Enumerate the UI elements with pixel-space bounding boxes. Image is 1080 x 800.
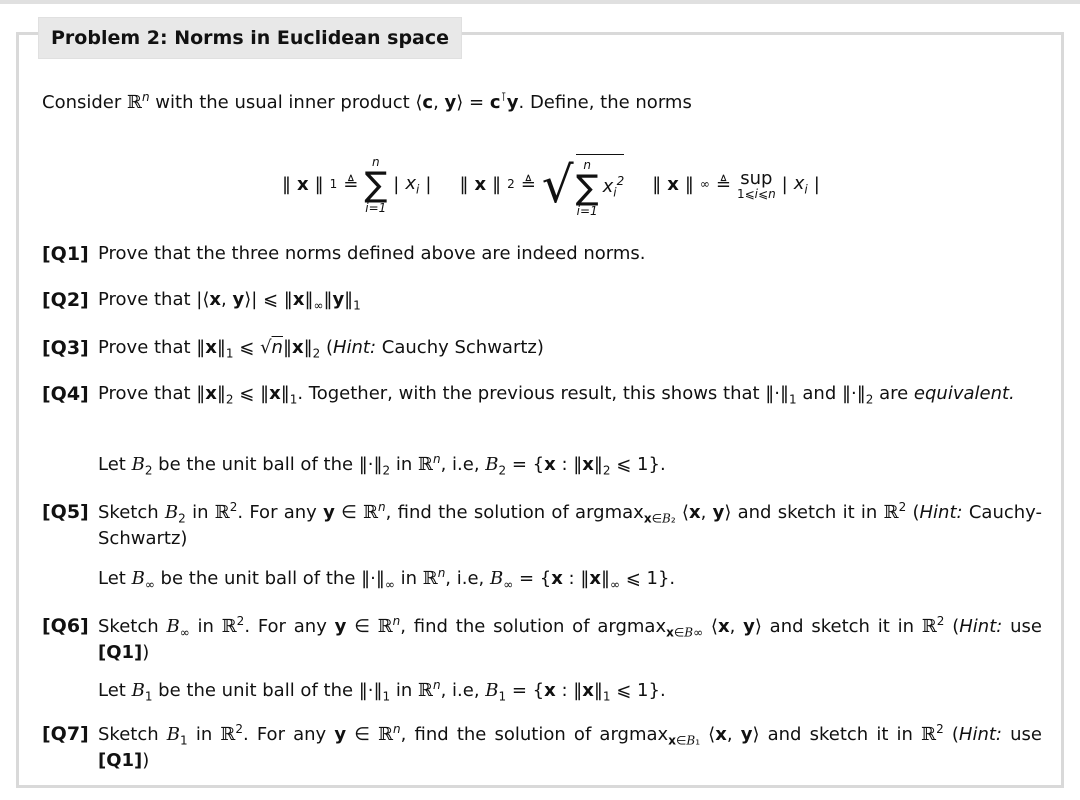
- question-q2: [42, 288, 1042, 314]
- note-b1: [98, 678, 666, 705]
- note-visual: Let $B_\infty$ be the unit ball of the $‖\cdot‖_\infty$ in ℝ$^n$, i.e, $B_\infty = \{x$ : $‖x‖_\infty$ ⩽ 1}.: [98, 566, 676, 592]
- top-rule: [0, 0, 1080, 4]
- note-b2: [98, 452, 666, 479]
- question-q7: [42, 722, 1042, 773]
- intro-visual: Consider ℝ$^n$ with the usual inner product ⟨c, y⟩ = c⊺y. Define, the norms: [42, 90, 692, 113]
- question-label: [Q6]: [42, 615, 89, 637]
- linf-norm-def: ‖ x ‖ ∞ ≜ sup 1⩽i⩽n | $x_i$ |: [652, 167, 820, 202]
- question-label: [Q2]: [42, 289, 89, 311]
- question-label: [Q7]: [42, 723, 89, 745]
- question-text-visual: Sketch $B_\infty$ in ℝ$^2$. For any y ∈ ℝ$^n$, find the solution of argmax$_{x\in B\infty}$ ⟨x, y⟩ and sketch it in ℝ$^2$ (Hint: use [Q1]): [98, 614, 1042, 664]
- norm-definitions: [282, 145, 842, 225]
- intro-text: [42, 90, 692, 114]
- question-text: Prove that the three norms defined above are indeed norms.: [98, 243, 646, 264]
- question-q3: [42, 336, 1042, 362]
- problem-title-text: Problem 2: Norms in Euclidean space: [51, 27, 450, 49]
- question-label: [Q3]: [42, 337, 89, 359]
- question-text-visual: Prove that |⟨x, y⟩| ⩽ $‖x‖_\infty‖y‖_1$: [98, 289, 361, 313]
- question-text-visual: Sketch $B_1$ in ℝ$^2$. For any y ∈ ℝ$^n$, find the solution of argmax$_{x\in B_1}$ ⟨x, y⟩ and sketch it in ℝ$^2$ (Hint: use [Q1]): [98, 722, 1042, 772]
- l1-norm-def: ‖ x ‖ 1 ≜ n ∑ i=1 | $x_i$ |: [282, 155, 432, 215]
- note-visual: Let $B_2$ be the unit ball of the $‖\cdot‖_2$ in ℝ$^n$, i.e, $B_2 = \{x$ : $‖x‖_2$ ⩽ 1}.: [98, 452, 666, 478]
- question-label: [Q4]: [42, 383, 89, 405]
- question-q1: [42, 242, 1042, 267]
- question-text-visual: Prove that $‖x‖_2$ ⩽ $‖x‖_1$. Together, with the previous result, this shows that $‖\cdot‖_1$ and $‖\cdot‖_2$ are equivalent.: [98, 383, 1015, 407]
- question-label: [Q1]: [42, 243, 89, 265]
- question-q4: [42, 382, 1042, 408]
- question-label: [Q5]: [42, 501, 89, 523]
- question-text-visual: Sketch $B_2$ in ℝ$^2$. For any y ∈ ℝ$^n$, find the solution of argmax$_{x\in B_2}$ ⟨x, y⟩ and sketch it in ℝ$^2$ (Hint: Cauchy-Schwartz): [98, 500, 1043, 550]
- note-binf: [98, 566, 675, 593]
- l2-norm-def: ‖ x ‖ 2 ≜ √ n ∑ i=1 $x_i^2$: [459, 154, 624, 217]
- note-visual: Let $B_1$ be the unit ball of the $‖\cdot‖_1$ in ℝ$^n$, i.e, $B_1 = \{x$ : $‖x‖_1$ ⩽ 1}.: [98, 678, 666, 704]
- question-q6: [42, 614, 1042, 665]
- question-text-visual: Prove that $‖x‖_1$ ⩽ $√n‖x‖_2$ (Hint: Cauchy Schwartz): [98, 337, 544, 361]
- problem-title: [38, 17, 462, 59]
- question-q5: [42, 500, 1042, 551]
